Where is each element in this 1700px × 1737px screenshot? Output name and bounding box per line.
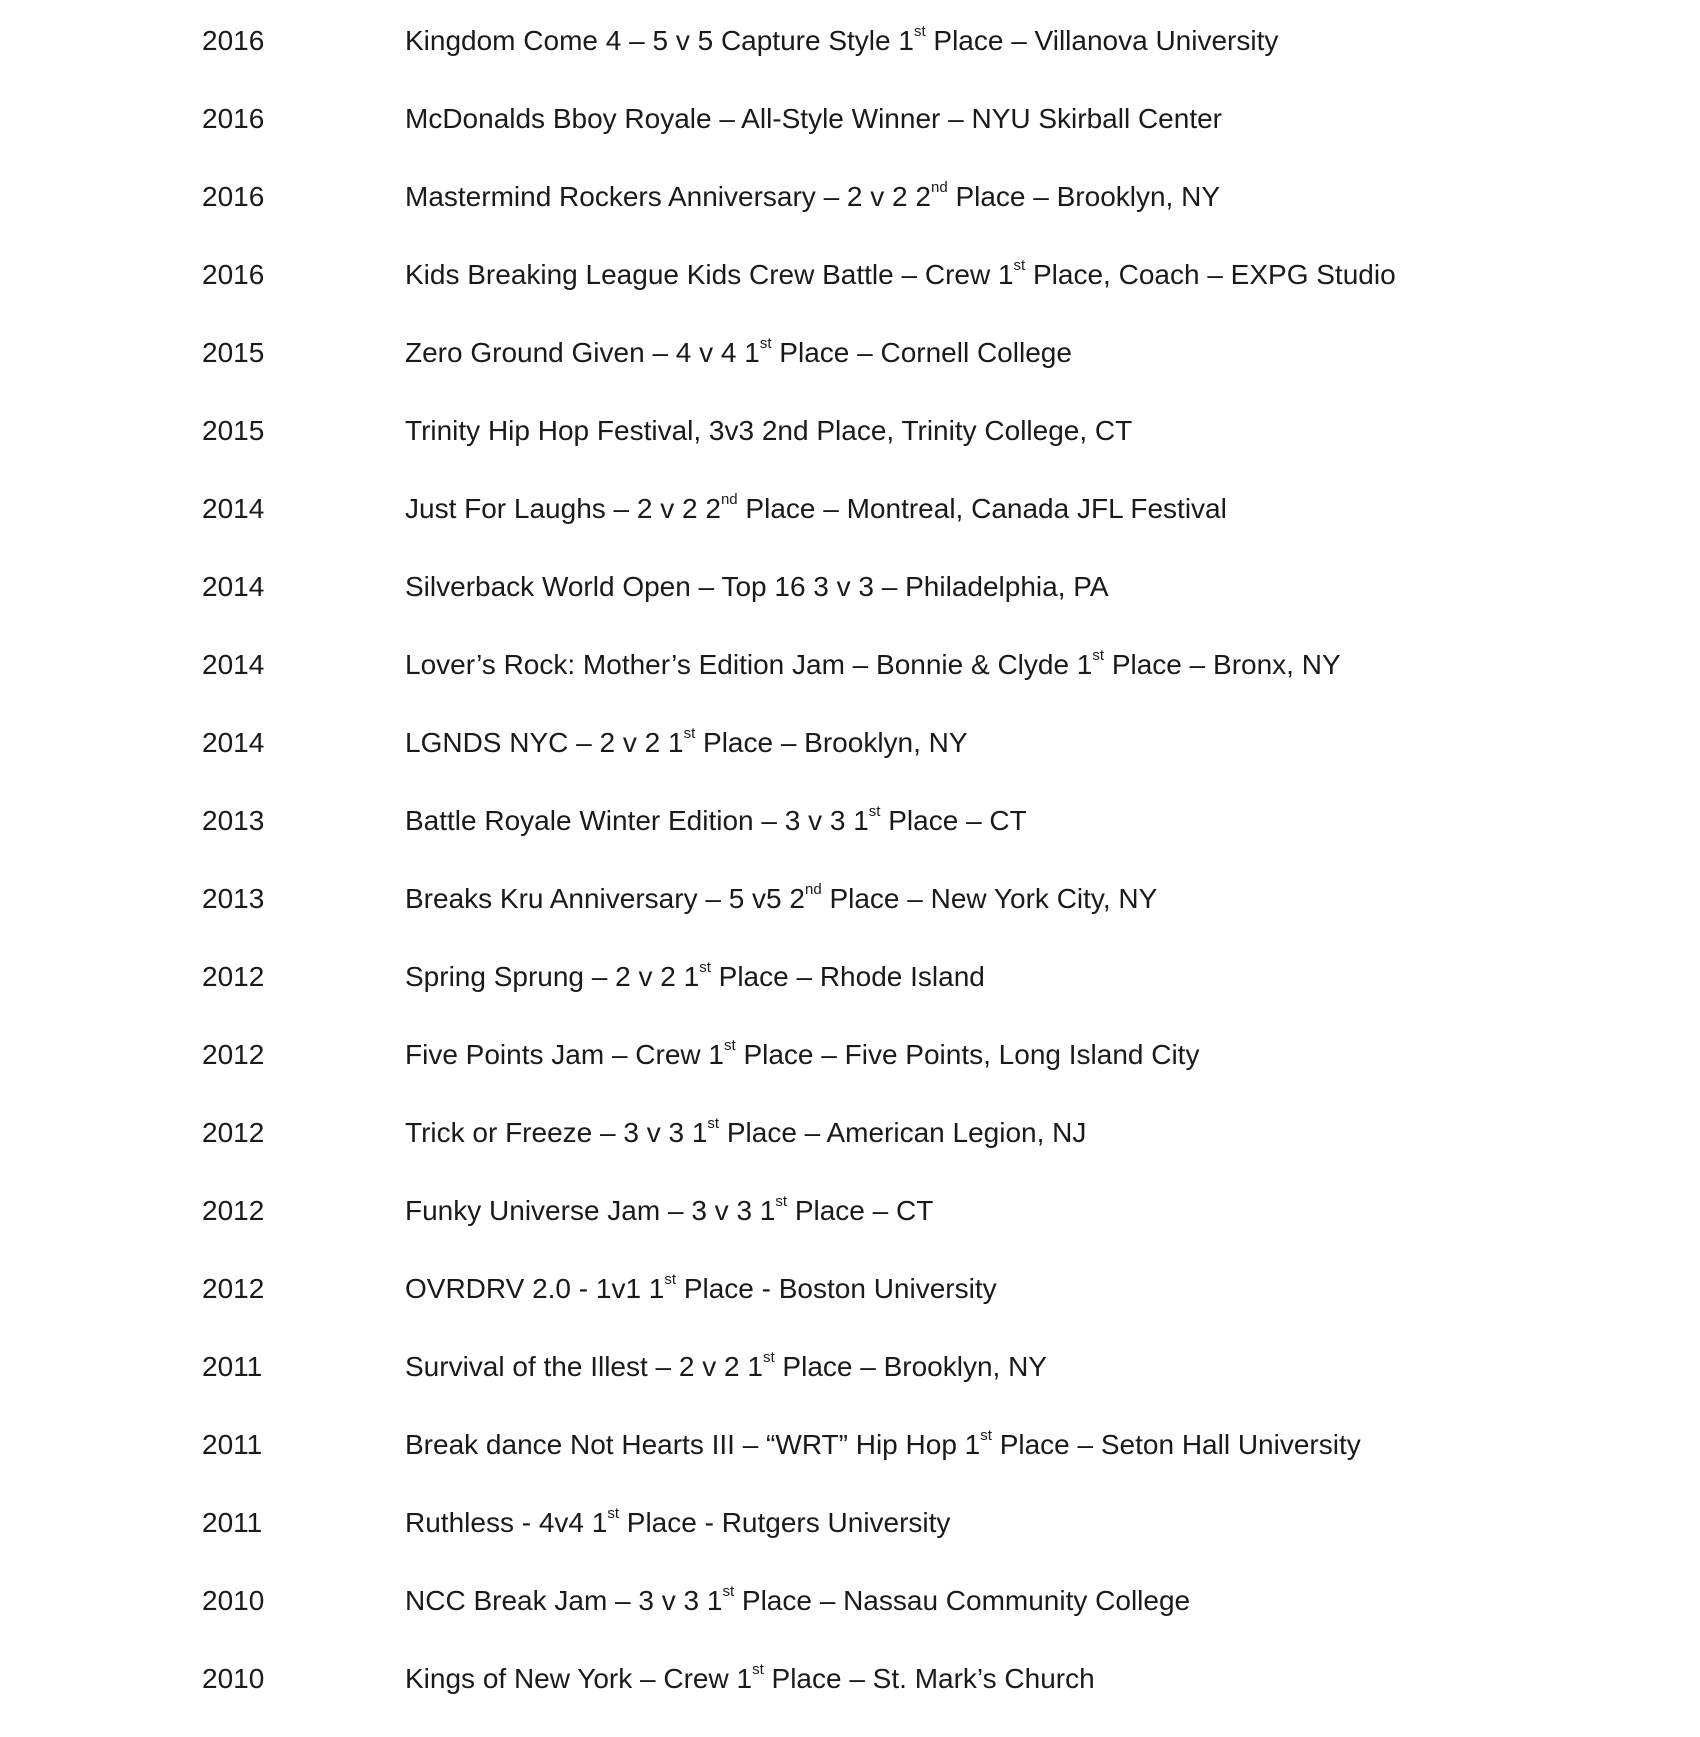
- text-segment: Five Points Jam – Crew 1: [405, 1039, 724, 1070]
- year-label: 2011: [202, 1351, 263, 1382]
- achievement-text: [405, 411, 1132, 451]
- text-segment: Kingdom Come 4 – 5 v 5 Capture Style 1: [405, 25, 914, 56]
- achievement-text: [405, 1191, 933, 1231]
- text-segment: Place – Montreal, Canada JFL Festival: [737, 493, 1227, 524]
- ordinal-suffix: st: [762, 1348, 775, 1366]
- ordinal-suffix: st: [759, 334, 772, 352]
- ordinal-suffix: nd: [720, 490, 738, 508]
- year-label: 2015: [202, 337, 265, 368]
- achievement-text: [405, 255, 1396, 295]
- achievement-text: [405, 879, 1157, 919]
- text-segment: Survival of the Illest – 2 v 2 1: [405, 1351, 763, 1382]
- text-segment: Break dance Not Hearts III – “WRT” Hip Hop 1: [405, 1429, 981, 1460]
- list-item: [0, 957, 1700, 1035]
- ordinal-suffix: st: [913, 22, 926, 40]
- list-item: [0, 723, 1700, 801]
- year-label: 2010: [202, 1663, 265, 1694]
- text-segment: Spring Sprung – 2 v 2 1: [405, 961, 700, 992]
- text-segment: Place – Bronx, NY: [1104, 649, 1341, 680]
- achievement-text: [405, 333, 1072, 373]
- year-label: 2013: [202, 805, 265, 836]
- text-segment: McDonalds Bboy Royale – All-Style Winner – NYU Skirball Center: [405, 103, 1222, 134]
- list-item: [0, 333, 1700, 411]
- text-segment: Kings of New York – Crew 1: [405, 1663, 753, 1694]
- achievement-text: [405, 1503, 950, 1543]
- achievement-text: [405, 177, 1220, 217]
- ordinal-suffix: st: [664, 1270, 677, 1288]
- text-segment: Place – CT: [880, 805, 1027, 836]
- achievement-list: [0, 21, 1700, 1737]
- text-segment: Place – Cornell College: [771, 337, 1072, 368]
- year-label: 2012: [202, 961, 265, 992]
- list-item: [0, 1503, 1700, 1581]
- year-label: 2011: [202, 1507, 263, 1538]
- text-segment: OVRDRV 2.0 - 1v1 1: [405, 1273, 665, 1304]
- text-segment: Place – New York City, NY: [821, 883, 1158, 914]
- achievement-text: [405, 801, 1027, 841]
- achievement-text: [405, 567, 1109, 607]
- ordinal-suffix: st: [980, 1426, 992, 1444]
- year-label: 2016: [202, 103, 265, 134]
- year-label: 2011: [202, 1429, 263, 1460]
- list-item: [0, 1425, 1700, 1503]
- year-label: 2014: [202, 649, 265, 680]
- text-segment: Place – CT: [787, 1195, 934, 1226]
- achievement-text: [405, 489, 1227, 529]
- year-label: 2013: [202, 883, 265, 914]
- achievement-text: [405, 1035, 1199, 1075]
- text-segment: Place – Nassau Community College: [734, 1585, 1191, 1616]
- achievement-text: [405, 1659, 1095, 1699]
- text-segment: LGNDS NYC – 2 v 2 1: [405, 727, 684, 758]
- text-segment: Funky Universe Jam – 3 v 3 1: [405, 1195, 776, 1226]
- year-label: 2014: [202, 727, 265, 758]
- text-segment: Zero Ground Given – 4 v 4 1: [405, 337, 760, 368]
- year-label: 2010: [202, 1585, 265, 1616]
- text-segment: Place – Brooklyn, NY: [774, 1351, 1047, 1382]
- text-segment: Place - Rutgers University: [619, 1507, 951, 1538]
- ordinal-suffix: st: [724, 1036, 736, 1054]
- text-segment: Place – Rhode Island: [710, 961, 985, 992]
- text-segment: Silverback World Open – Top 16 3 v 3 – Philadelphia, PA: [405, 571, 1109, 602]
- text-segment: NCC Break Jam – 3 v 3 1: [405, 1585, 723, 1616]
- year-label: 2016: [202, 25, 265, 56]
- achievement-text: [405, 1347, 1047, 1387]
- ordinal-suffix: st: [699, 958, 711, 976]
- list-item: [0, 255, 1700, 333]
- ordinal-suffix: st: [1092, 646, 1105, 664]
- text-segment: Place – American Legion, NJ: [719, 1117, 1087, 1148]
- ordinal-suffix: st: [868, 802, 881, 820]
- ordinal-suffix: nd: [930, 178, 948, 196]
- text-segment: Breaks Kru Anniversary – 5 v5 2: [405, 883, 805, 914]
- list-item: [0, 177, 1700, 255]
- list-item: [0, 1581, 1700, 1659]
- text-segment: Kids Breaking League Kids Crew Battle – Crew 1: [405, 259, 1014, 290]
- ordinal-suffix: st: [722, 1582, 735, 1600]
- year-label: 2012: [202, 1039, 265, 1070]
- achievement-text: [405, 957, 985, 997]
- text-segment: Place – Brooklyn, NY: [947, 181, 1221, 212]
- achievement-text: [405, 1581, 1190, 1621]
- ordinal-suffix: st: [775, 1192, 788, 1210]
- ordinal-suffix: st: [707, 1114, 720, 1132]
- text-segment: Ruthless - 4v4 1: [405, 1507, 608, 1538]
- text-segment: Battle Royale Winter Edition – 3 v 3 1: [405, 805, 869, 836]
- list-item: [0, 645, 1700, 723]
- text-segment: Just For Laughs – 2 v 2 2: [405, 493, 721, 524]
- list-item: [0, 411, 1700, 489]
- year-label: 2016: [202, 259, 265, 290]
- list-item: [0, 1269, 1700, 1347]
- text-segment: Place – Brooklyn, NY: [695, 727, 968, 758]
- achievement-text: [405, 723, 968, 763]
- list-item: [0, 879, 1700, 957]
- text-segment: Place - Boston University: [676, 1273, 997, 1304]
- ordinal-suffix: st: [683, 724, 696, 742]
- achievement-text: [405, 99, 1222, 139]
- list-item: [0, 21, 1700, 99]
- list-item: [0, 1659, 1700, 1737]
- list-item: [0, 1035, 1700, 1113]
- list-item: [0, 1113, 1700, 1191]
- list-item: [0, 801, 1700, 879]
- year-label: 2012: [202, 1195, 265, 1226]
- list-item: [0, 99, 1700, 177]
- year-label: 2012: [202, 1117, 265, 1148]
- text-segment: Place – Seton Hall University: [991, 1429, 1361, 1460]
- list-item: [0, 567, 1700, 645]
- text-segment: Lover’s Rock: Mother’s Edition Jam – Bonnie & Clyde 1: [405, 649, 1093, 680]
- text-segment: Place – Five Points, Long Island City: [735, 1039, 1200, 1070]
- year-label: 2012: [202, 1273, 265, 1304]
- year-label: 2014: [202, 571, 265, 602]
- ordinal-suffix: nd: [804, 880, 822, 898]
- text-segment: Trinity Hip Hop Festival, 3v3 2nd Place, Trinity College, CT: [405, 415, 1133, 446]
- ordinal-suffix: st: [607, 1504, 619, 1522]
- achievement-text: [405, 1113, 1086, 1153]
- achievement-text: [405, 21, 1278, 61]
- text-segment: Mastermind Rockers Anniversary – 2 v 2 2: [405, 181, 931, 212]
- text-segment: Trick or Freeze – 3 v 3 1: [405, 1117, 708, 1148]
- achievement-text: [405, 1425, 1361, 1465]
- list-item: [0, 1191, 1700, 1269]
- achievement-text: [405, 1269, 997, 1309]
- ordinal-suffix: st: [1013, 256, 1026, 274]
- year-label: 2015: [202, 415, 265, 446]
- text-segment: Place – Villanova University: [925, 25, 1279, 56]
- ordinal-suffix: st: [752, 1660, 764, 1678]
- text-segment: Place – St. Mark’s Church: [763, 1663, 1095, 1694]
- achievement-text: [405, 645, 1341, 685]
- year-label: 2014: [202, 493, 265, 524]
- text-segment: Place, Coach – EXPG Studio: [1025, 259, 1396, 290]
- list-item: [0, 1347, 1700, 1425]
- year-label: 2016: [202, 181, 265, 212]
- list-item: [0, 489, 1700, 567]
